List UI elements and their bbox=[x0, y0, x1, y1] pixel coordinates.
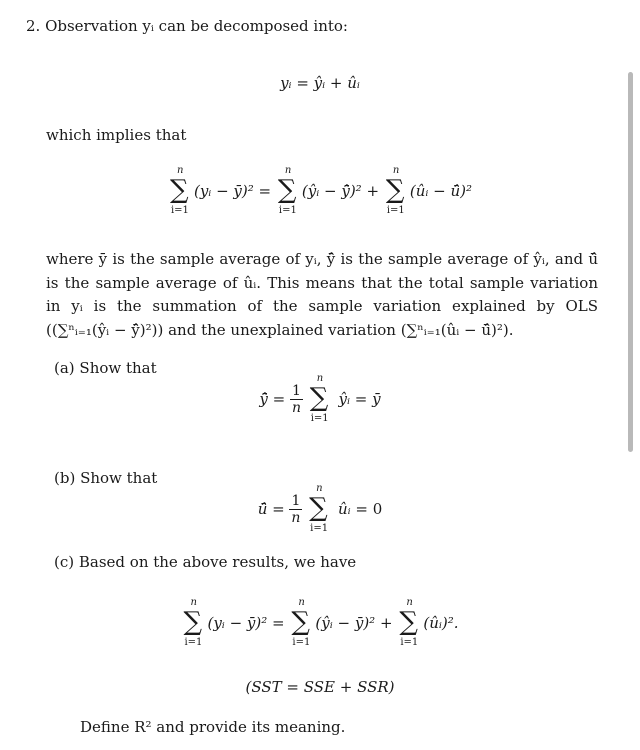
summation-symbol: n ∑ i=1 bbox=[309, 373, 329, 424]
decomposition-equation: yᵢ = ŷᵢ + ûᵢ bbox=[280, 74, 360, 92]
fraction: $\frac{1}{n}$ bbox=[291, 383, 301, 416]
summation-symbol: n ∑ i=1 bbox=[309, 483, 329, 534]
part-a-equation: ȳ̂ = $\frac{1}{n}$ n ∑ i=1 ŷᵢ = ȳ bbox=[259, 373, 381, 424]
vertical-scrollbar[interactable] bbox=[628, 72, 633, 452]
sst-identity: (SST = SSE + SSR) bbox=[245, 678, 395, 696]
part-a-label: (a) Show that bbox=[54, 359, 157, 377]
summation-symbol: n ∑ i=1 bbox=[277, 165, 297, 216]
summation-symbol: n ∑ i=1 bbox=[385, 165, 405, 216]
eq-explained-term: (ŷᵢ − ȳ̂)² bbox=[301, 182, 362, 200]
variance-decomposition-equation: n ∑ i=1 (yᵢ − ȳ)² = n ∑ i=1 (ŷᵢ − ȳ̂)² + n ∑ i=1 (ûᵢ − ū̂)² bbox=[169, 165, 473, 216]
eq-residual-term: (ûᵢ − ū̂)² bbox=[409, 182, 473, 200]
implies-text: which implies that bbox=[46, 126, 187, 144]
explanation-paragraph: where ȳ is the sample average of yᵢ, ȳ̂ is the sample average of ŷᵢ, and ū̂ is the sample average of ûᵢ. This means that the total sample variation in yᵢ is the summation of the sample variation explained by OLS ((∑ⁿᵢ₌₁(ŷᵢ − ȳ̂)²)) and the unexplained variation (∑ⁿᵢ₌₁(ûᵢ − ū̂)²). bbox=[46, 250, 598, 339]
part-b-label: (b) Show that bbox=[54, 469, 158, 487]
summation-symbol: n ∑ i=1 bbox=[399, 597, 419, 648]
summation-symbol: n ∑ i=1 bbox=[183, 597, 203, 648]
part-b-equation: ū̂ = $\frac{1}{n}$ n ∑ i=1 ûᵢ = 0 bbox=[257, 483, 383, 534]
part-c-equation: n ∑ i=1 (yᵢ − ȳ)² = n ∑ i=1 (ŷᵢ − ȳ)² + n ∑ i=1 (ûᵢ)². bbox=[183, 597, 459, 648]
eq-lhs-term: (yᵢ − ȳ)² bbox=[193, 182, 254, 200]
define-r-squared-prompt: Define R² and provide its meaning. bbox=[80, 718, 346, 736]
part-c-label: (c) Based on the above results, we have bbox=[54, 553, 357, 571]
summation-symbol: n ∑ i=1 bbox=[169, 165, 189, 216]
fraction: $\frac{1}{n}$ bbox=[291, 493, 301, 526]
problem-heading: 2. Observation yᵢ can be decomposed into: bbox=[26, 17, 348, 35]
summation-symbol: n ∑ i=1 bbox=[291, 597, 311, 648]
